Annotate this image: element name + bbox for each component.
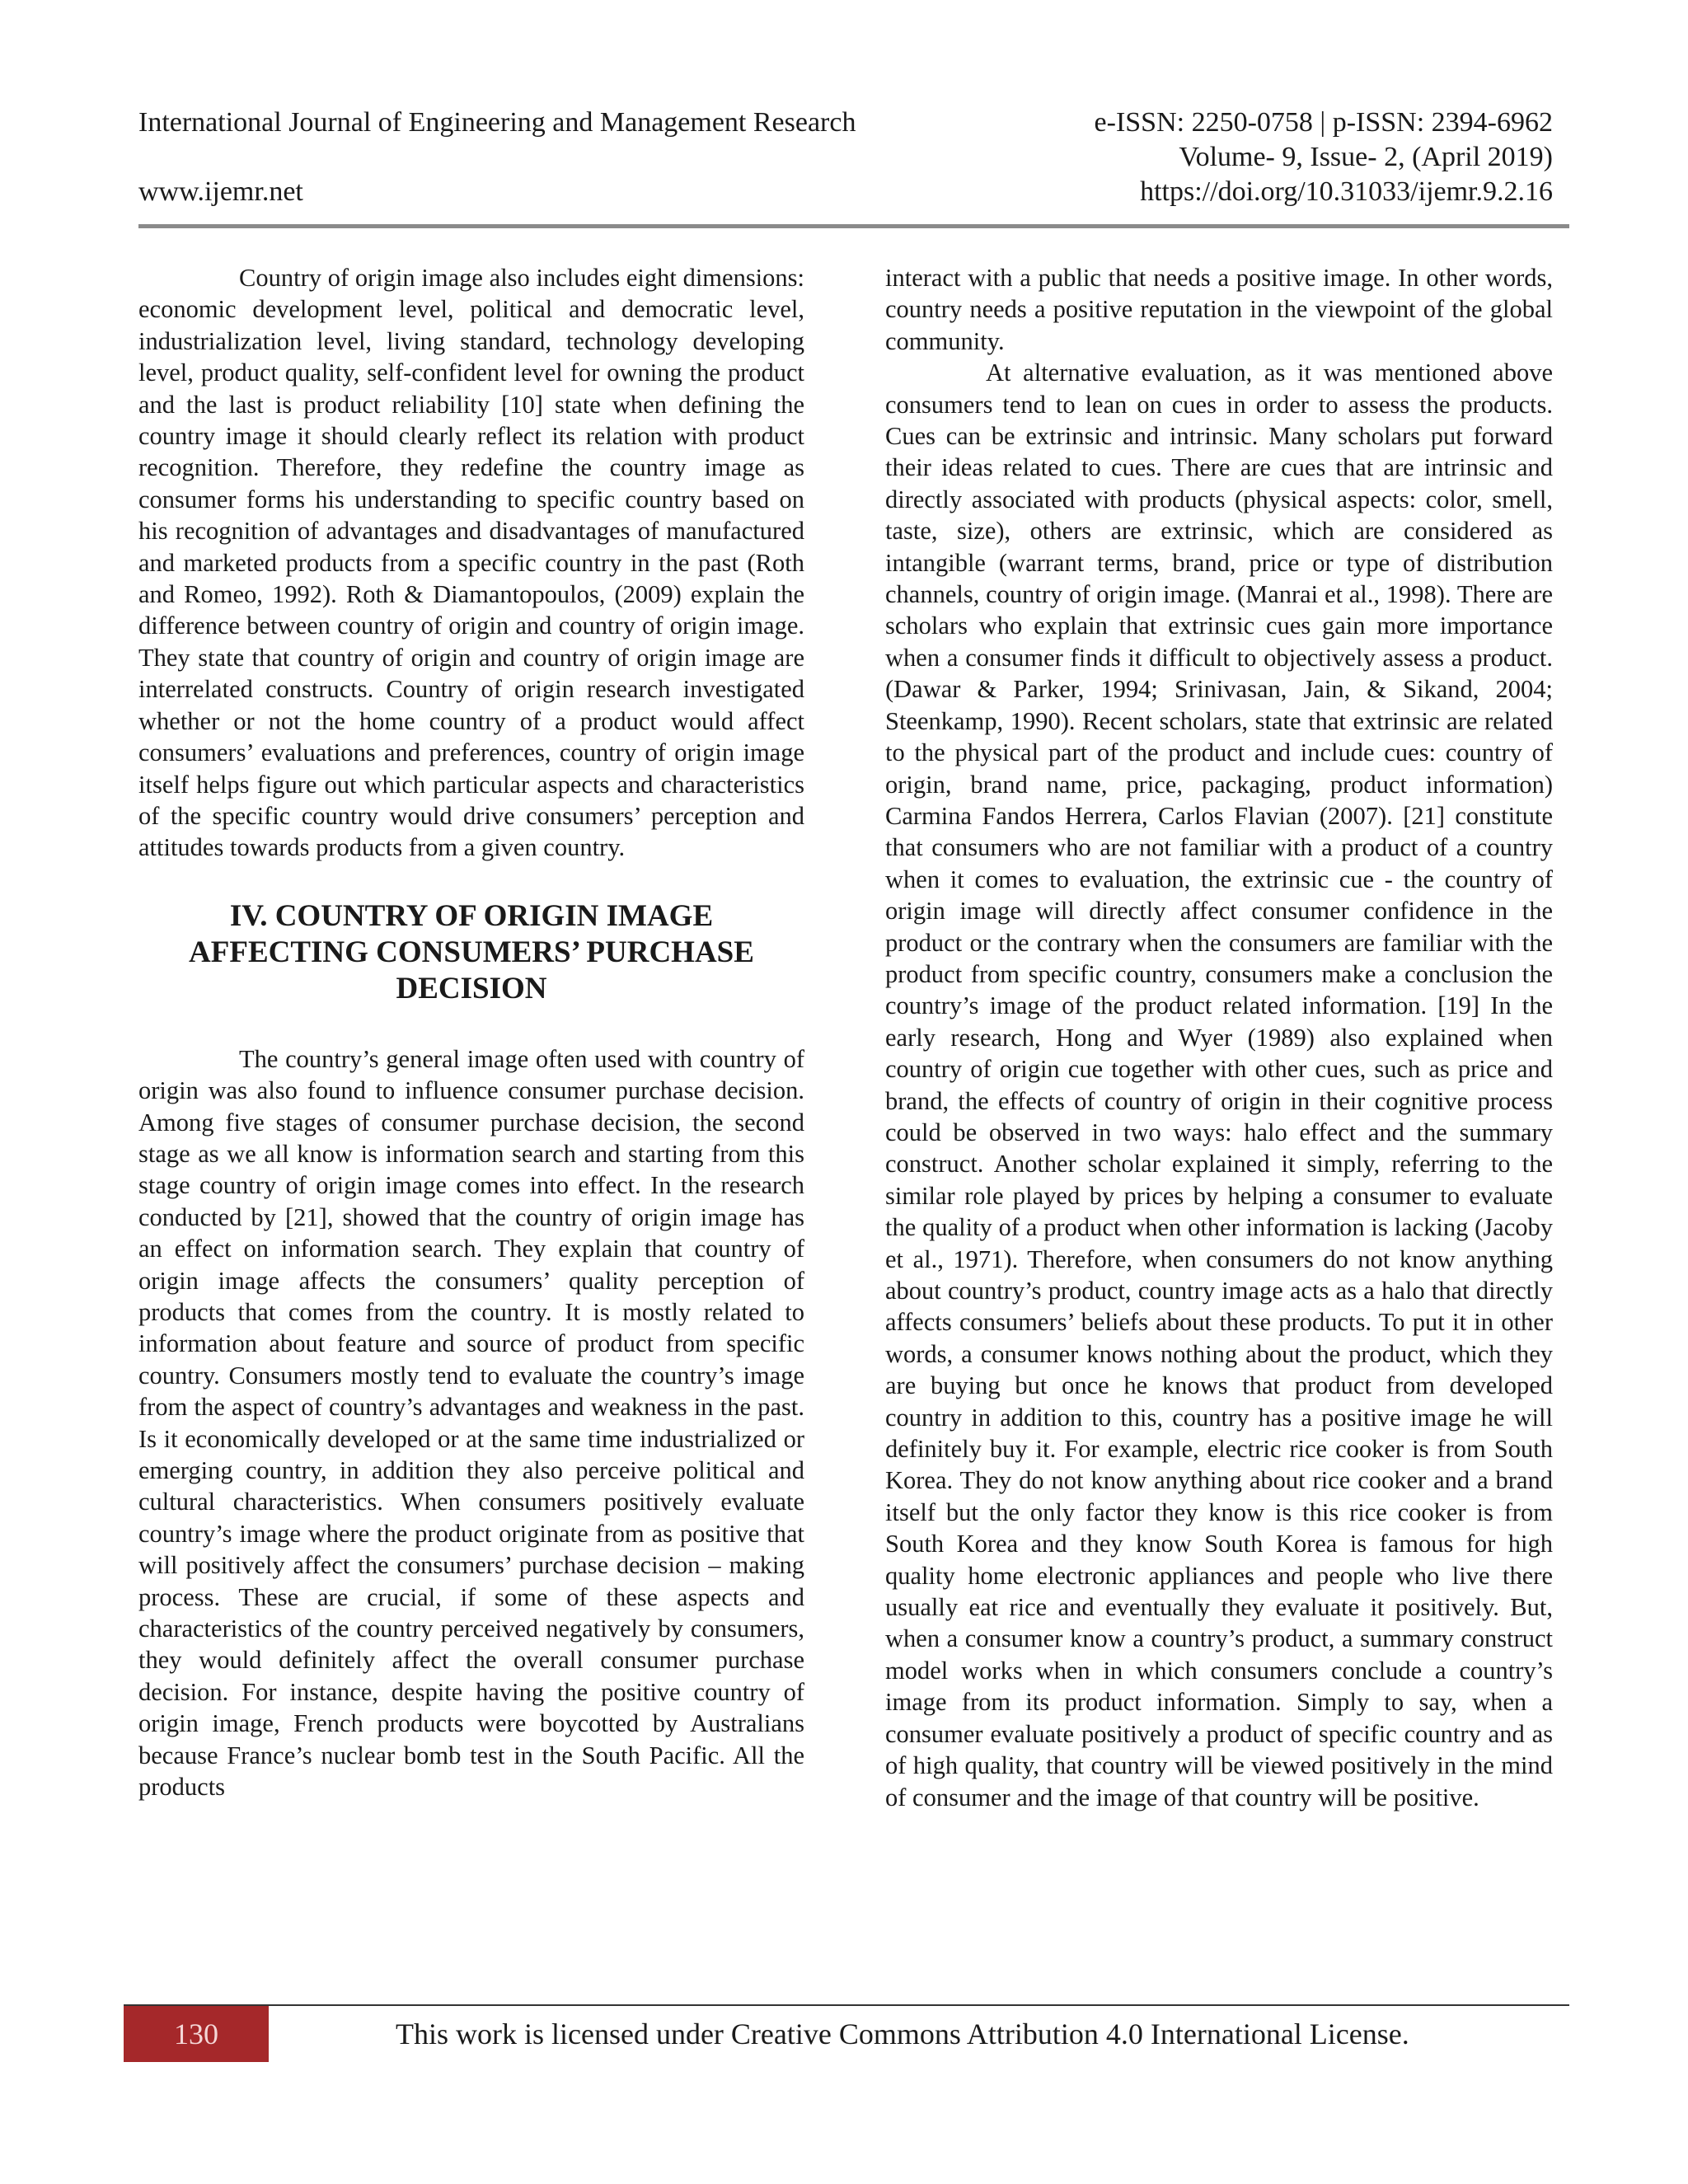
doi-link[interactable]: https://doi.org/10.31033/ijemr.9.2.16 <box>1140 176 1553 207</box>
header-row-1 <box>138 105 1553 140</box>
left-paragraph-1: Country of origin image also includes eight dimensions: economic development level, political and democratic level, industrialization level, living standard, technology developing level, product quality, self-confident level for owning the product and the last is product reliability [10] state when defining the country image it should clearly reflect its relation with product recognition. Therefore, they redefine the country image as consumer forms his understanding to specific country based on his recognition of advantages and disadvantages of manufactured and marketed products from a specific country in the past (Roth and Romeo, 1992). Roth & Diamantopoulos, (2009) explain the difference between country of origin and country of origin image. They state that country of origin and country of origin image are interrelated constructs. Country of origin research investigated whether or not the home country of a product would affect consumers’ evaluations and preferences, country of origin image itself helps figure out which particular aspects and characteristics of the specific country would drive consumers’ perception and attitudes towards products from a given country. <box>138 264 804 862</box>
right-column <box>885 262 1553 1813</box>
volume-line: Volume- 9, Issue- 2, (April 2019) <box>1179 142 1553 172</box>
issn-line: e-ISSN: 2250-0758 | p-ISSN: 2394-6962 <box>1094 107 1553 138</box>
header-row-3 <box>138 175 1553 209</box>
page-header <box>138 105 1553 216</box>
section-heading: IV. COUNTRY OF ORIGIN IMAGE AFFECTING CONSUMERS’ PURCHASE DECISION <box>189 898 754 1005</box>
footer-divider <box>124 2004 1569 2006</box>
license-text: This work is licensed under Creative Commons Attribution 4.0 International License. <box>396 2018 1409 2050</box>
page-number: 130 <box>124 2006 269 2062</box>
journal-title: International Journal of Engineering and Management Research <box>138 107 856 138</box>
right-paragraph-1: interact with a public that needs a positive image. In other words, country needs a positive reputation in the viewpoint of the global community. <box>885 264 1553 355</box>
website-link[interactable]: www.ijemr.net <box>138 176 303 207</box>
left-paragraph-2: The country’s general image often used with country of origin was also found to influence consumer purchase decision. Among five stages of consumer purchase decision, the second stage as we all know is information search and starting from this stage country of origin image comes into effect. In the research conducted by [21], showed that the country of origin image has an effect on information search. They explain that country of origin image affects the consumers’ quality perception of products that comes from the country. It is mostly related to information about feature and source of product from specific country. Consumers mostly tend to evaluate the country’s image from the aspect of country’s advantages and weakness in the past. Is it economically developed or at the same time industrialized or emerging country, in addition they also perceive political and cultural characteristics. When consumers positively evaluate country’s image where the product originate from as positive that will positively affect the consumers’ purchase decision – making process. These are crucial, if some of these aspects and characteristics of the country perceived negatively by consumers, they would definitely affect the overall consumer purchase decision. For instance, despite having the positive country of origin image, French products were boycotted by Australians because France’s nuclear bomb test in the South Pacific. All the products <box>138 1044 804 1802</box>
header-divider <box>138 224 1569 228</box>
left-column <box>138 262 804 1802</box>
right-paragraph-2: At alternative evaluation, as it was mentioned above consumers tend to lean on cues in order to assess the products. Cues can be extrinsic and intrinsic. Many scholars put forward their ideas related to cues. There are cues that are intrinsic and directly associated with products (physical aspects: color, smell, taste, size), others are extrinsic, which are considered as intangible (warrant terms, brand, price or type of distribution channels, country of origin image. (Manrai et al., 1998). There are scholars who explain that extrinsic cues gain more importance when a consumer finds it difficult to objectively assess a product. (Dawar & Parker, 1994; Srinivasan, Jain, & Sikand, 2004; Steenkamp, 1990). Recent scholars, state that extrinsic are related to the physical part of the product and include cues: country of origin, brand name, price, packaging, product information) Carmina Fandos Herrera, Carlos Flavian (2007). [21] constitute that consumers who are not familiar with a product of a country when it comes to evaluation, the extrinsic cue - the country of origin image will directly affect consumer confidence in the product or the contrary when the consumers are familiar with the product from specific country, consumers make a conclusion the country’s image of the product related information. [19] In the early research, Hong and Wyer (1989) also explained when country of origin cue together with other cues, such as price and brand, the effects of country of origin in their cognitive process could be observed in two ways: halo effect and the summary construct. Another scholar explained it simply, referring to the similar role played by prices by helping a consumer to evaluate the quality of a product when other information is lacking (Jacoby et al., 1971). Therefore, when consumers do not know anything about country’s product, country image acts as a halo that directly affects consumers’ beliefs about these products. To put it in other words, a consumer knows nothing about the product, which they are buying but once he knows that product from developed country in addition to this, country has a positive image he will definitely buy it. For example, electric rice cooker is from South Korea. They do not know anything about rice cooker and a brand itself but the only factor they know is this rice cooker is from South Korea and they know South Korea is famous for high quality home electronic appliances and people who live there usually eat rice and eventually they evaluate it positively. But, when a consumer know a country’s product, a summary construct model works when in which consumers conclude a country’s image from its product information. Simply to say, when a consumer evaluate positively a product of specific country and as of high quality, that country will be viewed positively in the mind of consumer and the image of that country will be positive. <box>885 359 1553 1811</box>
header-row-2 <box>138 140 1553 175</box>
